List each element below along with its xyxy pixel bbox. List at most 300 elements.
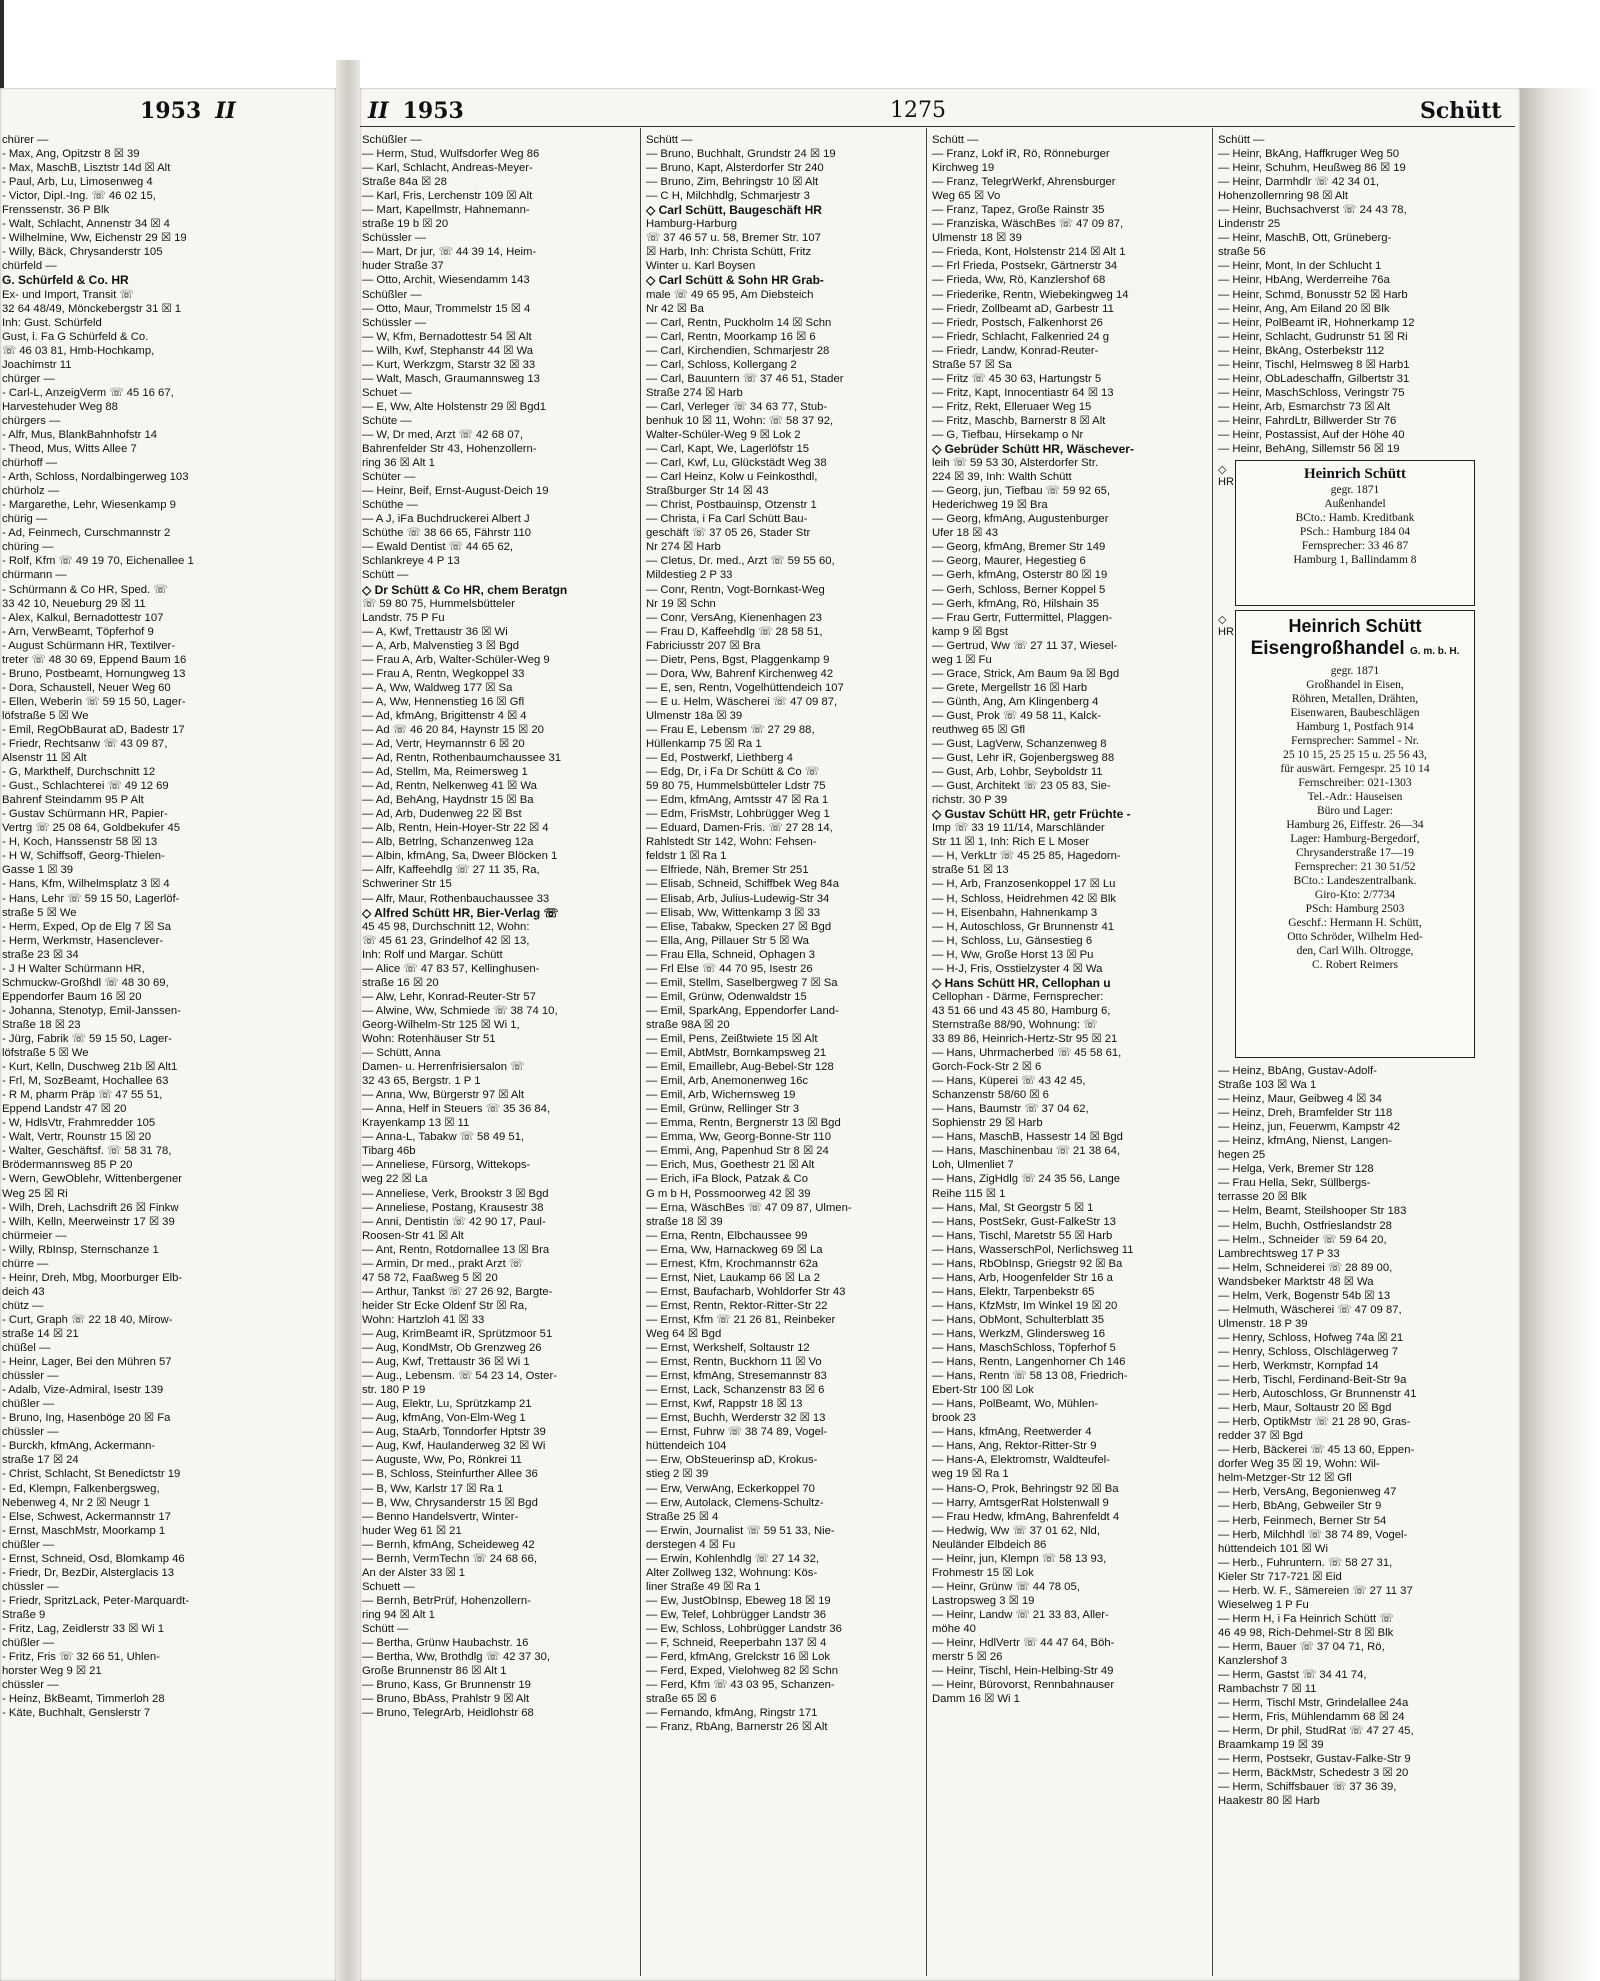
directory-entry: Inh: Gust. Schürfeld xyxy=(2,316,102,329)
directory-entry: — Harry, AmtsgerRat Holstenwall 9 xyxy=(932,1496,1109,1509)
directory-entry: helm-Metzger-Str 12 ☒ Gfl xyxy=(1218,1472,1352,1485)
directory-entry: Straße 18 ☒ 23 xyxy=(2,1018,81,1031)
directory-entry: - Herm, Werkmstr, Hasenclever- xyxy=(2,934,164,947)
directory-entry: — Aug, KondMstr, Ob Grenzweg 26 xyxy=(362,1342,542,1355)
directory-entry: — Bertha, Ww, Brothdlg ☏ 42 37 30, xyxy=(362,1651,551,1664)
ad-line: Hamburg 1, Ballindamm 8 xyxy=(1293,554,1417,566)
directory-entry: horster Weg 9 ☒ 21 xyxy=(2,1665,102,1678)
directory-entry: — Hans, kfmAng, Reetwerder 4 xyxy=(932,1426,1092,1439)
directory-entry: Weg 25 ☒ Ri xyxy=(2,1187,68,1200)
directory-entry: — H, Ww, Große Horst 13 ☒ Pu xyxy=(932,948,1094,961)
directory-entry: — Hans, Ang, Rektor-Ritter-Str 9 xyxy=(932,1440,1097,1453)
directory-entry: Hohenzollernring 98 ☒ Alt xyxy=(1218,190,1349,203)
directory-entry: huder Weg 61 ☒ 21 xyxy=(362,1524,462,1537)
directory-entry: str. 180 P 19 xyxy=(362,1384,426,1397)
directory-entry: — Ernst, Niet, Laukamp 66 ☒ La 2 xyxy=(646,1271,821,1284)
directory-entry: — Herm, Postsekr, Gustav-Falke-Str 9 xyxy=(1218,1753,1411,1766)
directory-entry: - Kurt, Kelln, Duschweg 21b ☒ Alt1 xyxy=(2,1061,178,1074)
directory-entry: ☏ 45 61 23, Grindelhof 42 ☒ 13, xyxy=(362,934,530,947)
directory-entry: chürger — xyxy=(2,372,55,385)
directory-entry: Hüllenkamp 75 ☒ Ra 1 xyxy=(646,738,762,751)
directory-entry: — Ernst, Rentn, Rektor-Ritter-Str 22 xyxy=(646,1299,828,1312)
directory-entry: — Ferd, Exped, Vielohweg 82 ☒ Schn xyxy=(646,1665,839,1678)
directory-entry: — Frau E, Lebensm ☏ 27 29 88, xyxy=(646,723,815,736)
directory-entry: — Hans, Küperei ☏ 43 42 45, xyxy=(932,1075,1086,1088)
directory-entry: — Ad, Rentn, Nelkenweg 41 ☒ Wa xyxy=(362,780,537,793)
directory-entry: Eppendorfer Baum 16 ☒ 20 xyxy=(2,990,142,1003)
directory-entry: — Ernst, Lack, Schanzenstr 83 ☒ 6 xyxy=(646,1384,825,1397)
directory-entry: - Friedr, SpritzLack, Peter-Marquardt- xyxy=(2,1594,190,1607)
directory-entry: — Henry, Schloss, Olschlägerweg 7 xyxy=(1218,1345,1398,1358)
directory-entry: - Herm, Exped, Op de Elg 7 ☒ Sa xyxy=(2,920,171,933)
directory-entry: — Hedwig, Ww ☏ 37 01 62, Nld, xyxy=(932,1524,1100,1537)
directory-entry: — Heinz, Dreh, Bramfelder Str 118 xyxy=(1218,1107,1393,1120)
directory-entry: — Heinz, Maur, Geibweg 4 ☒ 34 xyxy=(1218,1093,1382,1106)
directory-entry: — Hans, KfzMstr, Im Winkel 19 ☒ 20 xyxy=(932,1299,1118,1312)
directory-entry: — Herm, Stud, Wulfsdorfer Weg 86 xyxy=(362,148,540,161)
left-page xyxy=(0,88,336,1981)
directory-entry: — Dietr, Pens, Bgst, Plaggenkamp 9 xyxy=(646,653,830,666)
directory-entry: — Ferd, kfmAng, Grelckstr 16 ☒ Lok xyxy=(646,1651,831,1664)
directory-entry: — Herm, Schiffsbauer ☏ 37 36 39, xyxy=(1218,1781,1397,1794)
directory-entry: chüßel — xyxy=(2,1342,51,1355)
directory-entry: — Heinr, BkAng, Haffkruger Weg 50 xyxy=(1218,148,1400,161)
directory-entry: — Alb, Rentn, Hein-Hoyer-Str 22 ☒ 4 xyxy=(362,822,549,835)
directory-entry: — Helm, Beamt, Steilshooper Str 183 xyxy=(1218,1205,1407,1218)
directory-entry: — Ed, Postwerkf, Liethberg 4 xyxy=(646,752,793,765)
directory-entry: — Otto, Maur, Trommelstr 15 ☒ 4 xyxy=(362,302,531,315)
directory-entry: — Erw, ObSteuerinsp aD, Krokus- xyxy=(646,1454,818,1467)
directory-entry: — Herb, Autoschloss, Gr Brunnenstr 41 xyxy=(1218,1388,1417,1401)
directory-entry: — Erich, Mus, Goethestr 21 ☒ Alt xyxy=(646,1159,815,1172)
directory-entry: — Anna, Helf in Steuers ☏ 35 36 84, xyxy=(362,1103,551,1116)
directory-entry: — Schütt, Anna xyxy=(362,1047,441,1060)
directory-entry: Straße 103 ☒ Wa 1 xyxy=(1218,1079,1317,1092)
directory-entry: Weg 65 ☒ Vo xyxy=(932,190,1001,203)
directory-entry: - Jürg, Fabrik ☏ 59 15 50, Lager- xyxy=(2,1033,172,1045)
directory-entry: — Heinr, FahrdLtr, Billwerder Str 76 xyxy=(1218,414,1397,427)
directory-entry: - Gust., Schlachterei ☏ 49 12 69 xyxy=(2,780,169,793)
directory-entry: — Heinr, MaschSchloss, Veringstr 75 xyxy=(1218,386,1405,399)
directory-entry: — Heinr, Bürovorst, Rennbahnauser xyxy=(932,1679,1115,1692)
directory-entry: Straße 57 ☒ Sa xyxy=(932,358,1012,371)
directory-entry: — Edm, kfmAng, Amtsstr 47 ☒ Ra 1 xyxy=(646,794,829,807)
directory-entry: — H, VerkLtr ☏ 45 25 85, Hagedorn- xyxy=(932,850,1121,863)
directory-entry: — Ernst, Baufacharb, Wohldorfer Str 43 xyxy=(646,1285,846,1298)
directory-entry: — Karl, Schlacht, Andreas-Meyer- xyxy=(362,162,533,175)
directory-entry: — Alice ☏ 47 83 57, Kellinghusen- xyxy=(362,962,540,975)
directory-entry: Frohmestr 15 ☒ Lok xyxy=(932,1566,1034,1579)
directory-entry: Gasse 1 ☒ 39 xyxy=(2,864,74,877)
directory-entry: Kirchweg 19 xyxy=(932,162,995,175)
ad-line: PSch.: Hamburg 184 04 xyxy=(1299,526,1411,538)
directory-entry: Alsenstr 11 ☒ Alt xyxy=(2,752,87,765)
ad-line: 25 10 15, 25 25 15 u. 25 56 43, xyxy=(1283,749,1427,761)
directory-entry: Braamkamp 19 ☒ 39 xyxy=(1218,1739,1324,1752)
directory-entry: — Wilh, Kwf, Stephanstr 44 ☒ Wa xyxy=(362,344,534,357)
directory-entry: — Helm., Schneider ☏ 59 64 20, xyxy=(1218,1233,1387,1246)
directory-entry: ◇ Gebrüder Schütt HR, Wäschever- xyxy=(932,442,1134,457)
directory-entry: ☏ 37 46 57 u. 58, Bremer Str. 107 xyxy=(646,232,821,245)
directory-entry: chürfeld — xyxy=(2,260,57,273)
ad2-hr-mark: ◇ HR xyxy=(1218,614,1234,638)
directory-entry: reuthweg 65 ☒ Gfl xyxy=(932,723,1026,736)
directory-entry: 45 45 98, Durchschnitt 12, Wohn: xyxy=(362,920,530,933)
directory-entry: — Ad, Vertr, Heymannstr 6 ☒ 20 xyxy=(362,738,525,751)
directory-entry: - Max, MaschB, Lisztstr 14d ☒ Alt xyxy=(2,162,171,175)
column-4-bottom xyxy=(1218,1064,1508,1808)
directory-entry: — Bertha, Grünw Haubachstr. 16 xyxy=(362,1637,529,1650)
directory-entry: — Friedr, Landw, Konrad-Reuter- xyxy=(932,344,1099,357)
directory-entry: — Dora, Ww, Bahrenf Kirchenweg 42 xyxy=(646,667,834,680)
directory-entry: - August Schürmann HR, Textilver- xyxy=(2,639,176,652)
directory-entry: — G, Tiefbau, Hirsekamp o Nr xyxy=(932,428,1084,441)
ad2-title: Heinrich Schütt xyxy=(1288,616,1422,636)
directory-entry: straße 17 ☒ 24 xyxy=(2,1454,79,1467)
directory-entry: - Ernst, MaschMstr, Moorkamp 1 xyxy=(2,1524,166,1537)
directory-entry: — Franz, RbAng, Barnerstr 26 ☒ Alt xyxy=(646,1721,828,1734)
directory-entry: — Ad ☏ 46 20 84, Haynstr 15 ☒ 20 xyxy=(362,723,544,736)
directory-entry: — Georg, kfmAng, Bremer Str 149 xyxy=(932,541,1106,554)
directory-entry: Schuet — xyxy=(362,386,412,399)
directory-entry: - Fritz, Fris ☏ 32 66 51, Uhlen- xyxy=(2,1651,160,1664)
directory-entry: merstr 5 ☒ 26 xyxy=(932,1651,1003,1664)
directory-entry: Schütt — xyxy=(362,569,409,582)
directory-entry: Joachimstr 11 xyxy=(2,358,72,371)
directory-entry: — Ernst, Buchh, Werderstr 32 ☒ 13 xyxy=(646,1412,826,1425)
directory-entry: huder Straße 37 xyxy=(362,260,444,273)
directory-entry: — Heinr, Landw ☏ 21 33 83, Aller- xyxy=(932,1608,1109,1621)
column-3 xyxy=(932,133,1206,1706)
directory-entry: chüssler — xyxy=(2,1426,59,1439)
directory-entry: — Franz, Lokf iR, Rö, Rönneburger xyxy=(932,148,1110,161)
directory-entry: ◇ Carl Schütt, Baugeschäft HR xyxy=(646,203,822,218)
directory-entry: Gust, i. Fa G Schürfeld & Co. xyxy=(2,330,149,343)
directory-entry: - Else, Schwest, Ackermannstr 17 xyxy=(2,1510,171,1523)
directory-entry: — Aug., Lebensm. ☏ 54 23 14, Oster- xyxy=(362,1370,557,1383)
directory-entry: — H, Schloss, Lu, Gänsestieg 6 xyxy=(932,934,1093,947)
directory-entry: Frenssenstr. 36 P Blk xyxy=(2,204,110,217)
directory-entry: - Ellen, Weberin ☏ 59 15 50, Lager- xyxy=(2,695,186,708)
directory-entry: — Frau Hedw, kfmAng, Bahrenfeldt 4 xyxy=(932,1510,1120,1523)
directory-entry: Schweriner Str 15 xyxy=(362,878,452,891)
directory-entry: — Günth, Ang, Am Klingenberg 4 xyxy=(932,695,1099,708)
directory-entry: — Herb, Werkmstr, Kornpfad 14 xyxy=(1218,1359,1379,1372)
directory-entry: — Hans, ZigHdlg ☏ 24 35 56, Lange xyxy=(932,1173,1121,1186)
directory-entry: Schütt — xyxy=(1218,134,1265,146)
directory-entry: Loh, Ulmenliet 7 xyxy=(932,1159,1014,1172)
ad-line: Hamburg 26, Eiffestr. 26—34 xyxy=(1286,819,1424,831)
directory-entry: Hederichweg 19 ☒ Bra xyxy=(932,499,1048,512)
directory-entry: An der Alster 33 ☒ 1 xyxy=(362,1566,466,1579)
ad1-hr-mark: ◇ HR xyxy=(1218,464,1234,488)
directory-entry: — Edm, FrisMstr, Lohbrügger Weg 1 xyxy=(646,808,830,821)
directory-entry: ◇ Carl Schütt & Sohn HR Grab- xyxy=(646,273,824,288)
directory-entry: derstegen 4 ☒ Fu xyxy=(646,1538,736,1551)
directory-entry: Straße 274 ☒ Harb xyxy=(646,386,743,399)
directory-entry: — Georg, kfmAng, Augustenburger xyxy=(932,513,1109,526)
directory-entry: möhe 40 xyxy=(932,1622,976,1635)
directory-entry: - Wilh, Dreh, Lachsdrift 26 ☒ Finkw xyxy=(2,1201,179,1214)
directory-entry: — H, Schloss, Heidrehmen 42 ☒ Blk xyxy=(932,892,1117,905)
directory-entry: - Heinr, Dreh, Mbg, Moorburger Elb- xyxy=(2,1271,183,1284)
directory-entry: Imp ☏ 33 19 11/14, Marschländer xyxy=(932,822,1105,835)
directory-entry: feldstr 1 ☒ Ra 1 xyxy=(646,850,727,863)
directory-entry: — Anneliese, Verk, Brookstr 3 ☒ Bgd xyxy=(362,1187,549,1200)
directory-entry: — Carl, Rentn, Puckholm 14 ☒ Schn xyxy=(646,316,832,329)
directory-entry: — Heinr, Beif, Ernst-August-Deich 19 xyxy=(362,485,549,498)
directory-entry: — Franz, Tapez, Große Rainstr 35 xyxy=(932,204,1105,217)
directory-entry: — Frau Ella, Schneid, Ophagen 3 xyxy=(646,948,815,961)
ad-line: für auswärt. Ferngespr. 25 10 14 xyxy=(1280,763,1430,775)
directory-entry: — Hans-O, Prok, Behringstr 92 ☒ Ba xyxy=(932,1482,1119,1495)
directory-entry: Bahrenfelder Str 43, Hohenzollern- xyxy=(362,443,537,456)
directory-entry: — W, Dr med, Arzt ☏ 42 68 07, xyxy=(362,428,524,441)
directory-entry: — C H, Milchhdlg, Schmarjestr 3 xyxy=(646,190,810,203)
directory-entry: - G, Markthelf, Durchschnitt 12 xyxy=(2,766,156,779)
directory-entry: — Herm, Fris, Mühlendamm 68 ☒ 24 xyxy=(1218,1711,1405,1724)
directory-entry: — Frau Gertr, Futtermittel, Plaggen- xyxy=(932,611,1113,624)
directory-entry: löfstraße 5 ☒ We xyxy=(2,1047,89,1060)
directory-entry: — Hans, Rentn ☏ 58 13 08, Friedrich- xyxy=(932,1370,1128,1383)
directory-entry: Lastropsweg 3 ☒ 19 xyxy=(932,1594,1035,1607)
directory-entry: — Fernando, kfmAng, Ringstr 171 xyxy=(646,1707,818,1720)
directory-entry: — Hans, MaschSchloss, Töpferhof 5 xyxy=(932,1342,1116,1355)
directory-entry: Ulmenstr 18 ☒ 39 xyxy=(932,232,1022,245)
directory-entry: ☏ 59 80 75, Hummelsbütteler xyxy=(362,597,515,610)
directory-entry: — Emil, Stellm, Saselbergweg 7 ☒ Sa xyxy=(646,976,838,989)
directory-entry: chüßler — xyxy=(2,1538,55,1551)
directory-entry: — Herm, Bauer ☏ 37 04 71, Rö, xyxy=(1218,1640,1385,1653)
directory-entry: deich 43 xyxy=(2,1285,45,1298)
directory-entry: — Gust, LagVerw, Schanzenweg 8 xyxy=(932,738,1107,751)
directory-entry: — Mart, Dr jur, ☏ 44 39 14, Heim- xyxy=(362,246,537,259)
directory-entry: — Aug, kfmAng, Von-Elm-Weg 1 xyxy=(362,1412,526,1425)
directory-entry: - J H Walter Schürmann HR, xyxy=(2,962,145,975)
ad-line: BCto.: Landeszentralbank. xyxy=(1293,875,1417,887)
directory-entry: — Franziska, WäschBes ☏ 47 09 87, xyxy=(932,218,1124,231)
ad-line: Lager: Hamburg-Bergedorf, xyxy=(1290,833,1420,845)
directory-entry: — Gerh, Schloss, Berner Koppel 5 xyxy=(932,583,1106,596)
directory-entry: — Otto, Archit, Wiesendamm 143 xyxy=(362,274,530,287)
directory-entry: - Burckh, kfmAng, Ackermann- xyxy=(2,1440,156,1453)
directory-entry: - Max, Ang, Opitzstr 8 ☒ 39 xyxy=(2,148,140,161)
directory-entry: Schüthe — xyxy=(362,499,418,512)
directory-entry: Wieselweg 1 P Fu xyxy=(1218,1598,1309,1611)
directory-entry: — Hans, PostSekr, Gust-FalkeStr 13 xyxy=(932,1215,1116,1228)
directory-entry: — Carl, Bauuntern ☏ 37 46 51, Stader xyxy=(646,372,844,385)
directory-entry: — Hans, Mal, St Georgstr 5 ☒ 1 xyxy=(932,1201,1094,1214)
directory-entry: — Grace, Strick, Am Baum 9a ☒ Bgd xyxy=(932,667,1120,680)
directory-entry: — Heinr, jun, Klempn ☏ 58 13 93, xyxy=(932,1552,1107,1565)
directory-entry: Brödermannsweg 85 P 20 xyxy=(2,1159,133,1172)
directory-entry: 47 58 72, Faaßweg 5 ☒ 20 xyxy=(362,1271,498,1284)
directory-entry: Schuett — xyxy=(362,1580,415,1593)
directory-entry: — Helm, Buchh, Ostfrieslandstr 28 xyxy=(1218,1219,1392,1232)
directory-entry: — Ernst, Werkshelf, Soltaustr 12 xyxy=(646,1342,810,1355)
running-head-keyword: Schütt xyxy=(1420,98,1502,124)
directory-entry: Eppend Landstr 47 ☒ 20 xyxy=(2,1103,127,1116)
directory-entry: — Elisab, Arb, Julius-Ludewig-Str 34 xyxy=(646,892,830,905)
directory-entry: — Herm H, i Fa Heinrich Schütt ☏ xyxy=(1218,1612,1394,1625)
directory-entry: — Herm, Dr phil, StudRat ☏ 47 27 45, xyxy=(1218,1725,1414,1738)
directory-entry: straße 51 ☒ 13 xyxy=(932,864,1009,877)
directory-entry: — B, Schloss, Steinfurther Allee 36 xyxy=(362,1468,538,1481)
left-page-column xyxy=(2,133,332,1720)
directory-entry: 46 49 98, Rich-Dehmel-Str 8 ☒ Blk xyxy=(1218,1626,1394,1639)
directory-entry: — Hans, Elektr, Tarpenbekstr 65 xyxy=(932,1285,1095,1298)
directory-entry: chüssler — xyxy=(2,1580,59,1593)
directory-entry: — Heinr, Mont, In der Schlucht 1 xyxy=(1218,260,1382,273)
directory-entry: Ufer 18 ☒ 43 xyxy=(932,527,999,540)
directory-entry: - Walt, Schlacht, Annenstr 34 ☒ 4 xyxy=(2,218,170,231)
directory-entry: — Heinr, Postassist, Auf der Höhe 40 xyxy=(1218,428,1405,441)
directory-entry: - Fritz, Lag, Zeidlerstr 33 ☒ Wi 1 xyxy=(2,1622,165,1635)
directory-entry: — Ella, Ang, Pillauer Str 5 ☒ Wa xyxy=(646,934,809,947)
directory-entry: Schüthe ☏ 38 66 65, Fährstr 110 xyxy=(362,527,532,540)
directory-entry: brook 23 xyxy=(932,1412,976,1425)
directory-entry: Lindenstr 25 xyxy=(1218,218,1281,231)
directory-entry: — Herb, Bäckerei ☏ 45 13 60, Eppen- xyxy=(1218,1444,1415,1457)
directory-entry: Ulmenstr 18a ☒ 39 xyxy=(646,709,743,722)
directory-entry: — Albin, kfmAng, Sa, Dweer Blöcken 1 xyxy=(362,850,558,863)
directory-entry: - R M, pharm Präp ☏ 47 55 51, xyxy=(2,1089,163,1102)
directory-entry: — Erwin, Kohlenhdlg ☏ 27 14 32, xyxy=(646,1552,820,1565)
directory-entry: — Ew, Schloss, Lohbrügger Landstr 36 xyxy=(646,1622,842,1635)
directory-entry: straße 65 ☒ 6 xyxy=(646,1693,717,1706)
directory-entry: Sternstraße 88/90, Wohnung: ☏ xyxy=(932,1018,1098,1031)
book-binding-edge xyxy=(1520,88,1600,1981)
directory-entry: — Ernest, Kfm, Krochmannstr 62a xyxy=(646,1257,819,1270)
directory-entry: — Hans, PolBeamt, Wo, Mühlen- xyxy=(932,1398,1099,1411)
directory-entry: — Emil, Emaillebr, Aug-Bebel-Str 128 xyxy=(646,1061,834,1074)
directory-entry: Rambachstr 7 ☒ 11 xyxy=(1218,1683,1317,1696)
column-rule-1 xyxy=(640,128,641,1976)
directory-entry: — Aug, StaArb, Tonndorfer Hptstr 39 xyxy=(362,1426,546,1439)
directory-entry: — Emil, Grünw, Rellinger Str 3 xyxy=(646,1103,800,1116)
ad-line: Tel.-Adr.: Hauseisen xyxy=(1307,791,1403,803)
directory-entry: — Heinr, Arb, Esmarchstr 73 ☒ Alt xyxy=(1218,400,1391,413)
directory-entry: - Ed, Klempn, Falkenbergsweg, xyxy=(2,1482,160,1495)
directory-entry: - Emil, RegObBaurat aD, Badestr 17 xyxy=(2,723,185,736)
directory-entry: — Gerh, kfmAng, Rö, Hilshain 35 xyxy=(932,597,1100,610)
directory-entry: — Aug, Kwf, Trettaustr 36 ☒ Wi 1 xyxy=(362,1356,530,1369)
directory-entry: Gorch-Fock-Str 2 ☒ 6 xyxy=(932,1061,1042,1074)
directory-entry: — Anni, Dentistin ☏ 42 90 17, Paul- xyxy=(362,1215,546,1228)
page-gutter xyxy=(336,60,360,1981)
directory-entry: — Georg, Maurer, Hegestieg 6 xyxy=(932,555,1086,568)
directory-entry: 33 89 86, Heinrich-Hertz-Str 95 ☒ 21 xyxy=(932,1033,1118,1045)
directory-entry: G m b H, Possmoorweg 42 ☒ 39 xyxy=(646,1187,811,1200)
directory-entry: Str 11 ☒ 1, Inh: Rich E L Moser xyxy=(932,836,1090,849)
directory-entry: terrasse 20 ☒ Blk xyxy=(1218,1191,1307,1204)
directory-entry: - Carl-L, AnzeigVerm ☏ 45 16 67, xyxy=(2,386,174,399)
directory-entry: stieg 2 ☒ 39 xyxy=(646,1468,709,1481)
directory-entry: — Hans-A, Elektromstr, Waldteufel- xyxy=(932,1454,1110,1467)
directory-entry: Schütt — xyxy=(646,134,693,146)
directory-entry: - Margarethe, Lehr, Wiesenkamp 9 xyxy=(2,499,176,512)
directory-entry: — Erich, iFa Block, Patzak & Co xyxy=(646,1173,808,1186)
directory-entry: straße 18 ☒ 39 xyxy=(646,1215,723,1228)
directory-entry: Schüte — xyxy=(362,414,412,427)
directory-entry: - Walt, Vertr, Rounstr 15 ☒ 20 xyxy=(2,1131,152,1144)
directory-entry: — Bruno, Buchhalt, Grundstr 24 ☒ 19 xyxy=(646,148,836,161)
directory-entry: — Carl Heinz, Kolw u Feinkosthdl, xyxy=(646,471,818,484)
directory-entry: — Ad, BehAng, Haydnstr 15 ☒ Ba xyxy=(362,794,534,807)
directory-entry: — Frau Hella, Sekr, Süllbergs- xyxy=(1218,1177,1371,1190)
directory-entry: — Alfr, Maur, Rothenbauchaussee 33 xyxy=(362,892,550,905)
directory-entry: Bahrenf Steindamm 95 P Alt xyxy=(2,794,144,807)
directory-entry: — Hans, RbObInsp, Griegstr 92 ☒ Ba xyxy=(932,1257,1123,1270)
directory-entry: — Herb, Feinmech, Berner Str 54 xyxy=(1218,1514,1387,1527)
directory-entry: — Erw, VerwAng, Eckerkoppel 70 xyxy=(646,1482,815,1495)
directory-entry: - Curt, Graph ☏ 22 18 40, Mirow- xyxy=(2,1313,173,1326)
directory-entry: Schütt — xyxy=(362,1622,409,1635)
directory-entry: Schüter — xyxy=(362,471,416,484)
directory-entry: — Erw, Autolack, Clemens-Schultz- xyxy=(646,1496,824,1509)
column-4-top xyxy=(1218,133,1508,456)
directory-entry: — Mart, Kapellmstr, Hahnemann- xyxy=(362,204,530,217)
ad1-title: Heinrich Schütt xyxy=(1303,466,1407,482)
directory-entry: - Ernst, Schneid, Osd, Blomkamp 46 xyxy=(2,1552,185,1565)
directory-entry: chürmeier — xyxy=(2,1229,67,1242)
directory-entry: — Emma, Rentn, Bergnerstr 13 ☒ Bgd xyxy=(646,1117,841,1130)
directory-entry: — Friedr, Postsch, Falkenhorst 26 xyxy=(932,316,1103,329)
directory-entry: — H, Autoschloss, Gr Brunnenstr 41 xyxy=(932,920,1115,933)
directory-entry: — Emil, SparkAng, Eppendorfer Land- xyxy=(646,1004,839,1017)
directory-entry: straße 19 b ☒ 20 xyxy=(362,218,449,231)
directory-entry: — Emil, Grünw, Odenwaldstr 15 xyxy=(646,990,807,1003)
directory-entry: Damen- u. Herrenfrisiersalon ☏ xyxy=(362,1061,525,1074)
directory-entry: Kanzlershof 3 xyxy=(1218,1654,1288,1667)
directory-entry: benhuk 10 ☒ 11, Wohn: ☏ 58 37 92, xyxy=(646,414,834,427)
directory-entry: — Ew, Telef, Lohbrügger Landstr 36 xyxy=(646,1608,827,1621)
directory-entry: — Heinr, HbAng, Werderreihe 76a xyxy=(1218,274,1390,287)
directory-entry: Sophienstr 29 ☒ Harb xyxy=(932,1117,1043,1130)
directory-entry: G. Schürfeld & Co. HR xyxy=(2,273,129,288)
directory-entry: Nebenweg 4, Nr 2 ☒ Neugr 1 xyxy=(2,1496,150,1509)
directory-entry: 224 ☒ 39, Inh: Walth Schütt xyxy=(932,471,1072,484)
directory-entry: chüssler — xyxy=(2,1679,59,1692)
directory-entry: — H, Arb, Franzosenkoppel 17 ☒ Lu xyxy=(932,878,1116,891)
directory-entry: Kieler Str 717-721 ☒ Eid xyxy=(1218,1570,1342,1583)
directory-entry: Vertrg ☏ 25 08 64, Goldbekufer 45 xyxy=(2,822,181,835)
directory-entry: treter ☏ 48 30 69, Eppend Baum 16 xyxy=(2,653,187,666)
directory-entry: - Bruno, Postbeamt, Hornungweg 13 xyxy=(2,667,186,680)
directory-entry: — Frau A, Rentn, Wegkoppel 33 xyxy=(362,667,525,680)
directory-entry: ☏ 46 03 81, Hmb-Hochkamp, xyxy=(2,344,155,357)
directory-entry: - Hans, Lehr ☏ 59 15 50, Lagerlöf- xyxy=(2,892,180,905)
directory-entry: — Hans, Arb, Hoogenfelder Str 16 a xyxy=(932,1271,1113,1284)
directory-entry: - Friedr, Dr, BezDir, Alsterglacis 13 xyxy=(2,1566,175,1579)
directory-entry: — Ernst, Kfm ☏ 21 26 81, Reinbeker xyxy=(646,1313,836,1326)
directory-entry: - Wern, GewOblehr, Wittenbergener xyxy=(2,1173,182,1186)
ad-heinrich-schuett-eisengrosshandel xyxy=(1235,610,1475,1058)
directory-entry: — Ewald Dentist ☏ 44 65 62, xyxy=(362,541,514,554)
directory-entry: — Walt, Masch, Graumannsweg 13 xyxy=(362,372,540,385)
directory-entry: chüßler — xyxy=(2,1398,55,1411)
directory-entry: löfstraße 5 ☒ We xyxy=(2,709,89,722)
ad-line: Röhren, Metallen, Drähten, xyxy=(1291,693,1419,705)
directory-entry: — Hans, WasserschPol, Nerlichsweg 11 xyxy=(932,1243,1134,1256)
directory-entry: — Herb., Fuhruntern. ☏ 58 27 31, xyxy=(1218,1556,1393,1569)
directory-entry: 32 64 48/49, Mönckebergstr 31 ☒ 1 xyxy=(2,302,182,315)
directory-entry: - Heinz, BkBeamt, Timmerloh 28 xyxy=(2,1693,165,1706)
right-page xyxy=(360,88,1520,1981)
directory-entry: — Arthur, Tankst ☏ 27 26 92, Bargte- xyxy=(362,1285,553,1298)
directory-entry: liner Straße 49 ☒ Ra 1 xyxy=(646,1580,761,1593)
directory-entry: - Adalb, Vize-Admiral, Isestr 139 xyxy=(2,1384,164,1397)
